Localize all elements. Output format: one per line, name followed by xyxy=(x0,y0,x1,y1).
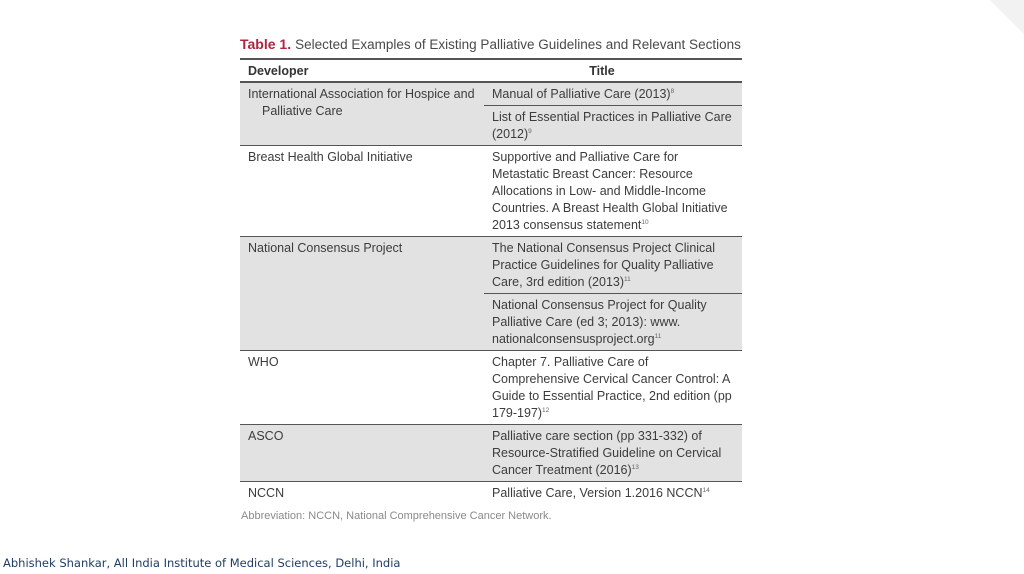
title-text: List of Essential Practices in Palliative Care (2012) xyxy=(492,110,732,141)
title-text: The National Consensus Project Clinical Practice Guidelines for Quality Palliative Care, 3rd edition (2013) xyxy=(492,241,716,289)
reference-number: 10 xyxy=(641,219,649,226)
table-abbreviation-note: Abbreviation: NCCN, National Comprehensive Cancer Network. xyxy=(241,510,552,522)
title-cell xyxy=(484,482,742,505)
header-developer: Developer xyxy=(240,59,484,82)
reference-number: 11 xyxy=(654,333,662,340)
developer-name: NCCN xyxy=(248,486,285,500)
title-text: Manual of Palliative Care (2013) xyxy=(492,87,671,101)
table-row xyxy=(240,482,742,505)
table-caption-label: Table 1. xyxy=(240,36,292,52)
reference-number: 13 xyxy=(631,464,639,471)
title-cell xyxy=(484,82,742,106)
developer-name: ASCO xyxy=(248,429,284,443)
table-header-row xyxy=(240,59,742,82)
reference-number: 9 xyxy=(528,128,532,135)
header-title: Title xyxy=(484,59,742,82)
table-row xyxy=(240,237,742,294)
developer-name: National Consensus Project xyxy=(248,241,403,255)
title-text: National Consensus Project for Quality Palliative Care (ed 3; 2013): www. nationalconsensusproject.org xyxy=(492,298,707,346)
developer-cell xyxy=(240,146,484,237)
developer-cell xyxy=(240,237,484,351)
title-cell xyxy=(484,237,742,294)
title-cell xyxy=(484,425,742,482)
slide-footer-credit: Abhishek Shankar, All India Institute of Medical Sciences, Delhi, India xyxy=(3,556,401,570)
reference-number: 8 xyxy=(670,88,675,95)
title-cell xyxy=(484,351,742,425)
table-caption xyxy=(240,34,742,58)
title-cell xyxy=(484,146,742,237)
developer-cell xyxy=(240,82,484,146)
developer-cell xyxy=(240,425,484,482)
developer-name: WHO xyxy=(248,355,279,369)
reference-number: 12 xyxy=(542,407,550,414)
developer-name: International Association for Hospice and Palliative Care xyxy=(248,87,475,118)
table-row xyxy=(240,146,742,237)
reference-number: 11 xyxy=(624,276,631,283)
slide-corner-decoration xyxy=(990,0,1024,34)
table-row xyxy=(240,82,742,106)
developer-name: Breast Health Global Initiative xyxy=(248,150,413,164)
title-text: Palliative Care, Version 1.2016 NCCN xyxy=(492,486,703,500)
title-text: Chapter 7. Palliative Care of Comprehensive Cervical Cancer Control: A Guide to Essential Practice, 2nd edition (pp 179-197) xyxy=(492,355,732,420)
title-text: Palliative care section (pp 331-332) of Resource-Stratified Guideline on Cervical Cancer Treatment (2016) xyxy=(492,429,722,477)
title-cell xyxy=(484,106,742,146)
guidelines-table xyxy=(240,58,742,504)
table-row xyxy=(240,351,742,425)
title-text: Supportive and Palliative Care for Metastatic Breast Cancer: Resource Allocations in Low- and Middle-Income Countries. A Breast Health Global Initiative 2013 consensus statement xyxy=(492,150,728,232)
developer-cell xyxy=(240,482,484,505)
table-row xyxy=(240,425,742,482)
table-caption-text: Selected Examples of Existing Palliative Guidelines and Relevant Sections xyxy=(295,37,741,52)
table-figure xyxy=(240,34,742,522)
reference-number: 14 xyxy=(702,487,710,494)
developer-cell xyxy=(240,351,484,425)
title-cell xyxy=(484,294,742,351)
